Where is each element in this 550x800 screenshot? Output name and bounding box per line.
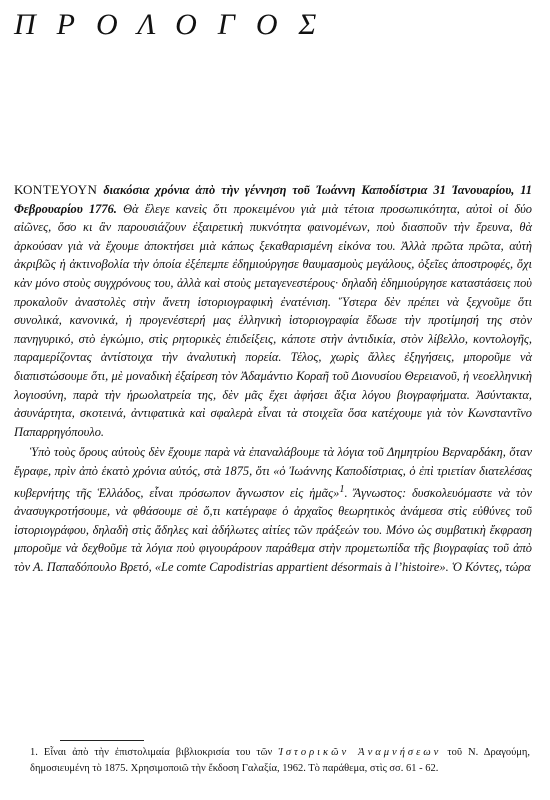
paragraph-2-text-b: . Ἄγνωστος: δυσκολευόμαστε νὰ τὸν ἀνασυγκροτήσουμε, νὰ φθάσουμε σὲ ὅ,τι κατέγραφε ὁ ἀρχαῖος θεωρητικὸς ἀνάμεσα στὶς εὐθύνες τοῦ ἱστοριογράφου, δηλαδὴ στὶς ἄδηλες καὶ ἀδήλωτες αἰτίες τῶν πράξεών του. Μόνο ὡς συμβατικὴ ἔκφραση μποροῦμε νὰ δεχθοῦμε τὰ λόγια ποὺ φιγουράρουν παράθεμα στὴν προμετωπίδα τῆς βιογραφίας τοῦ ἀπὸ τὸν Α. Παπαδόπουλο Βρετό, «Le comte Capodistrias appartient désormais à l’histoire». Ὁ Κόντες, τώρα xyxy=(14,485,533,574)
paragraph-2-text-a: Ὑπὸ τοὺς ὅρους αὐτοὺς δὲν ἔχουμε παρὰ νὰ ἐπαναλάβουμε τὰ λόγια τοῦ Δημητρίου Βερναρδάκη, ὅταν ἔγραφε, πρὶν ἀπὸ ἑκατὸ χρόνια αὐτός, στὰ 1875, ὅτι «ὁ Ἰωάννης Καποδίστριας, ὁ ἐπὶ τριετίαν διατελέσας κυβερνήτης τῆς Ἑλλάδος, εἶναι πρόσωπον ἄγνωστον εἰς ἡμᾶς» xyxy=(14,445,532,500)
paragraph-1 xyxy=(14,181,532,441)
footnote xyxy=(30,745,530,777)
footnote-text-a: Εἶναι ἀπὸ τὴν ἐπιστολιμαία βιβλιοκρισία του τῶν xyxy=(43,747,273,758)
page-title: ΠΡΟΛΟΓΟΣ xyxy=(14,8,338,41)
body-text xyxy=(14,181,532,577)
footnote-divider xyxy=(60,740,144,741)
opening-word: ΚΟΝΤΕΥΟΥΝ xyxy=(14,182,98,197)
paragraph-2 xyxy=(14,443,532,576)
paragraph-1-text: Θὰ ἔλεγε κανεὶς ὅτι προκειμένου γιὰ μιὰ τέτοια προσωπικότητα, αὐτοὶ οἱ δύο αἰῶνες, ὅσο κι ἂν παρουσιάζουν ἐξαιρετικὴ πυκνότητα φαινομένων, ποὺ διασποῦν τὴν ἔρευνα, θὰ ἀρκούσαν γιὰ νὰ ἔχουμε ἀποκτήσει μιὰ κάπως ξεκαθαρισμένη εἰκόνα του. Ἀλλὰ πρῶτα πρῶτα, αὐτὴ ἀκριβῶς ἡ ἀκτινοβολία τὴν ὁποία ἐξέπεμπε ἐδημιούργησε θαυμασμοὺς μεγάλους, ὀξεῖες ἀποστροφές, ὄχι κὰν μόνο στοὺς συγχρόνους του, ἀλλὰ καὶ στοὺς μεταγενεστέρους· δηλαδὴ ἐδημιούργησε καταστάσεις ποὺ προκαλοῦν ἀναστολὲς στὴν ἄνετη ἱστοριογραφικὴ ἐνατένιση. Ὕστερα δὲν πρέπει νὰ ξεχνοῦμε ὅτι συνολικά, κανονικά, ἡ προγενέστερή μας ἑλληνικὴ ἱστοριογραφία ἔδωσε τὴν προτίμησή της στὸν πανηγυρικό, στὸ ἐγκώμιο, στὶς ρητορικὲς ἐπιδείξεις, κάποτε στὴν ἀντιδικία, στὸν λίβελλο, κοντολογῆς, παραμερίζοντας ἀντίστοιχα τὴν ἀναλυτικὴ πορεία. Τέλος, χωρὶς ἄλλες ἐξηγήσεις, μποροῦμε νὰ διαπιστώσουμε ὅτι, μὲ μοναδικὴ ἐξαίρεση τὸν Ἀδαμάντιο Κοραῆ τοῦ Διονυσίου Θερειανοῦ, ἡ νεοελληνικὴ λογιοσύνη, παρὰ τὴν ἡρωολατρεία της, δὲν μᾶς ἔχει ἀφήσει ἄξια λόγου βιογραφήματα. Ἀσύντακτα, ἀσυνάρτητα, σκοτεινά, ἀντιφατικὰ καὶ σφαλερὰ εἶναι τὰ στοιχεῖα ὅσα κατέχουμε γιὰ τὸν Κωνσταντῖνο Παπαρρηγόπουλο. xyxy=(14,201,532,439)
birth-date-sentence: διακόσια χρόνια ἀπὸ τὴν γέννηση τοῦ Ἰωάννη Καποδίστρια 31 Ἰανουαρίου, 11 Φεβρουαρίου 1776. xyxy=(14,183,533,216)
footnote-text-b: τοῦ Ν. Δραγούμη, δημοσιευμένη τὸ 1875. Χρησιμοποιῶ τὴν ἔκδοση Γαλαξία, 1962. Τὸ παράθεμα, στὶς σσ. 61 - 62. xyxy=(30,747,531,774)
footnote-number: 1. xyxy=(30,747,38,758)
footnote-reference: 1 xyxy=(339,483,345,495)
footnote-work-title: Ἱστορικῶν Ἀναμνήσεων xyxy=(278,747,442,758)
